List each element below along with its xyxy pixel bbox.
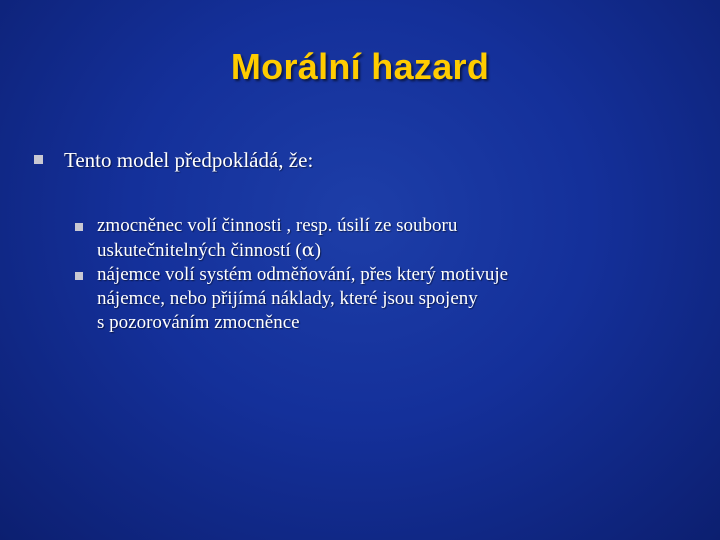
alpha-symbol: α (301, 239, 315, 261)
sub-bullet-1-line-2-prefix: uskutečnitelných činností ( (97, 240, 302, 261)
square-bullet-icon (75, 223, 83, 231)
square-bullet-icon (34, 155, 43, 164)
sub-bullet-1-text (97, 214, 457, 263)
main-bullet-text: Tento model předpokládá, že: (64, 148, 314, 172)
slide-title: Morální hazard (230, 46, 490, 87)
sub-bullet-1-line-2 (97, 238, 457, 263)
sub-bullet-2-text (97, 263, 508, 335)
sub-bullet-list (75, 214, 675, 335)
sub-bullet-2 (75, 263, 675, 335)
sub-bullet-2-line-3: s pozorováním zmocněnce (97, 312, 300, 333)
sub-bullet-2-line-2: nájemce, nebo přijímá náklady, které jsou spojeny (97, 288, 478, 309)
square-bullet-icon (75, 272, 83, 280)
main-bullet (34, 146, 694, 174)
sub-bullet-1-line-2-suffix: ) (314, 240, 321, 261)
sub-bullet-2-line-1: nájemce volí systém odměňování, přes který motivuje (97, 264, 509, 285)
sub-bullet-1 (75, 214, 675, 263)
sub-bullet-1-line-1: zmocněnec volí činnosti , resp. úsilí ze souboru (97, 215, 458, 236)
